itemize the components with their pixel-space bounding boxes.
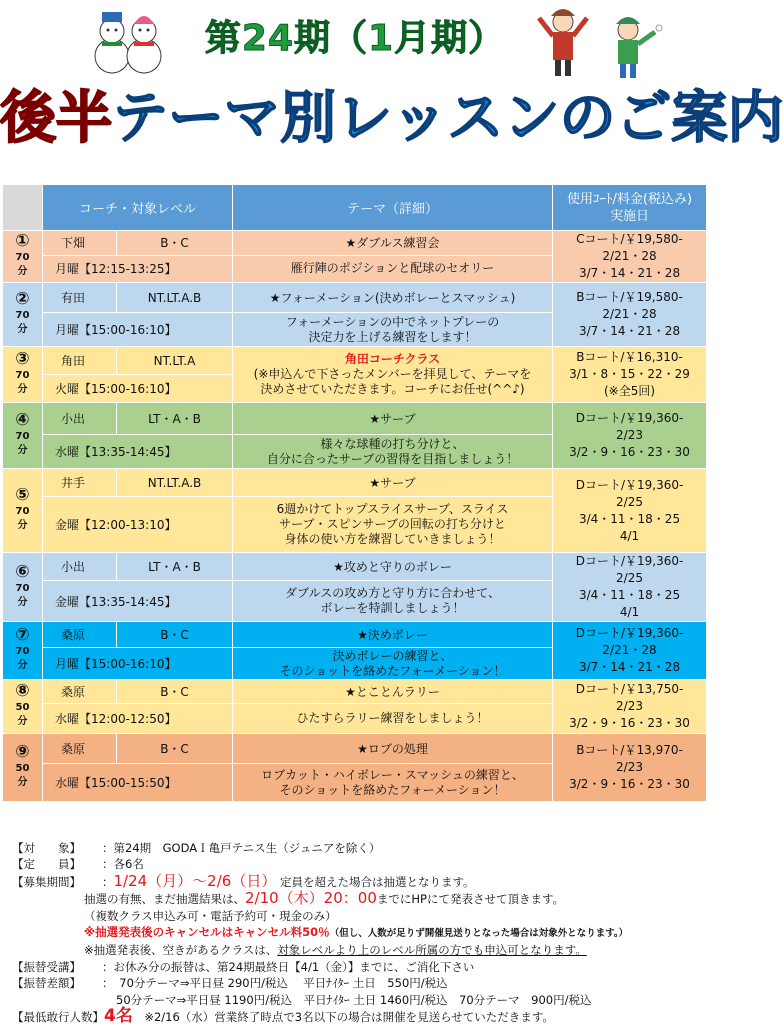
theme-title: ★決めボレー	[233, 622, 553, 648]
court-line: 3/2・9・16・23・30	[569, 716, 690, 730]
info-lottery: 抽選の有無、まだ抽選結果は、2/10（木）20：00までにHPにて発表させて頂きます。	[84, 889, 565, 908]
theme-detail	[233, 313, 553, 347]
lesson-day-time: 金曜【13:35-14:45】	[43, 581, 233, 622]
lesson-row	[3, 622, 707, 648]
court-line: (※全5回)	[603, 384, 656, 398]
court-fee-dates	[553, 734, 707, 802]
info-fee2: 50分テーマ⇒平日昼 1190円/税込 平日ﾅｲﾀｰ 土日 1460円/税込 70分テーマ 900円/税込	[116, 992, 592, 1007]
lesson-table	[2, 184, 707, 802]
target-level: B・C	[117, 622, 233, 648]
theme-detail	[233, 648, 553, 680]
theme-detail-line: そのショットを絡めたフォーメーション！	[279, 663, 506, 678]
court-line: 3/2・9・16・23・30	[569, 777, 690, 791]
theme-detail-line: 6週かけてトップスライスサーブ、スライス	[276, 502, 509, 516]
theme-detail-line: (※申込んで下さったメンバーを拝見して、テーマを	[253, 367, 532, 381]
lesson-day-time: 火曜【15:00-16:10】	[43, 375, 233, 403]
theme-title: ★サーブ	[233, 469, 553, 497]
theme-detail-line: ボレーを特訓しましょう！	[320, 601, 465, 616]
main-title-blue: テーマ別レッスンのご案内	[112, 86, 783, 151]
target-level: NT.LT.A.B	[117, 469, 233, 497]
coach-name: 桑原	[43, 734, 117, 764]
coach-name: 桑原	[43, 622, 117, 648]
table-header-row	[3, 185, 707, 231]
court-line: Bコート/￥13,970-	[576, 743, 683, 757]
info-cancel: ※抽選発表後のキャンセルはキャンセル料50％（但し、人数が足りず開催見送りとなった場合は対象外となります。）	[84, 925, 629, 940]
lesson-number: ⑧ 50 分	[3, 680, 43, 734]
court-fee-dates	[553, 622, 707, 680]
kids-illustration	[533, 2, 663, 82]
theme-special: 角田コーチクラス	[344, 352, 441, 366]
lesson-number: ⑨ 50 分	[3, 734, 43, 802]
court-fee-dates	[553, 403, 707, 469]
info-transfer: 【振替受講】 ：お休み分の振替は、第24期最終日【4/1（金）】までに、ご消化下さい	[12, 959, 475, 974]
coach-name: 井手	[43, 469, 117, 497]
court-line: 2/21・28	[602, 307, 657, 321]
theme-detail-line: そのショットを絡めたフォーメーション！	[279, 782, 506, 797]
theme-title: ★ロブの処理	[233, 734, 553, 764]
target-level: LT・A・B	[117, 553, 233, 581]
target-level: B・C	[117, 734, 233, 764]
info-period: 【募集期間】 ：1/24（月）～2/6（日） 定員を超えた場合は抽選となります。	[12, 871, 475, 890]
court-line: Cコート/￥19,580-	[576, 232, 683, 246]
theme-detail-line: ロブカット・ハイボレー・スマッシュの練習と、	[261, 767, 524, 782]
theme-detail	[233, 347, 553, 403]
court-line: Dコート/￥19,360-	[575, 477, 684, 492]
target-level: NT.LT.A	[117, 347, 233, 375]
court-fee-dates	[553, 469, 707, 553]
court-line: 2/21・28	[602, 249, 657, 263]
lesson-number: ④ 70 分	[3, 403, 43, 469]
target-level: B・C	[117, 231, 233, 256]
lottery-date: 2/10（木）20：00	[245, 889, 377, 908]
coach-name: 下畑	[43, 231, 117, 256]
info-target: 【対 象】 ：第24期 GODAＩ亀戸テニス生（ジュニアを除く）	[12, 841, 381, 855]
theme-detail	[233, 581, 553, 622]
info-fee: 【振替差額】 ： 70分テーマ⇒平日昼 290円/税込 平日ﾅｲﾀｰ 土日 550円/税込	[12, 976, 448, 991]
court-line: 2/23	[616, 428, 643, 442]
coach-name: 角田	[43, 347, 117, 375]
info-multi: （複数クラス申込み可・電話予約可・現金のみ）	[84, 908, 337, 923]
theme-title: ★ダブルス練習会	[233, 231, 553, 256]
court-line: 4/1	[619, 528, 640, 543]
main-title	[0, 84, 783, 154]
theme-detail-line: 様々な球種の打ち分けと、	[320, 436, 465, 451]
court-line: Dコート/￥19,360-	[575, 554, 684, 568]
court-line: 3/7・14・21・28	[578, 266, 681, 280]
court-fee-dates	[553, 283, 707, 347]
header-court-line1: 使用ｺｰﾄ/料金(税込み)	[567, 191, 693, 207]
header-coach-level: コーチ・対象レベル	[43, 185, 233, 231]
target-level: NT.LT.A.B	[117, 283, 233, 313]
theme-detail	[233, 435, 553, 469]
theme-title: ★とことんラリー	[233, 680, 553, 704]
theme-title: ★サーブ	[233, 403, 553, 435]
lesson-day-time: 水曜【13:35-14:45】	[43, 435, 233, 469]
court-line: 3/1・8・15・22・29	[569, 367, 690, 381]
theme-detail-line: ひたすらラリー練習をしましょう！	[296, 711, 489, 725]
lesson-rows	[3, 231, 707, 802]
page-header	[0, 0, 783, 180]
theme-title: ★攻めと守りのボレー	[233, 553, 553, 581]
lesson-row	[3, 469, 707, 497]
theme-detail-line: 決めさせていただきます。コーチにお任せ(^^♪)	[260, 382, 525, 396]
court-line: Dコート/￥13,750-	[575, 682, 684, 696]
period-value: 1/24（月）～2/6（日）	[113, 871, 277, 890]
minimum-value: 4名	[104, 1006, 133, 1026]
court-line: 2/23	[616, 760, 643, 774]
court-line: 3/4・11・18・25	[578, 511, 681, 526]
lesson-row	[3, 734, 707, 764]
coach-name: 小出	[43, 553, 117, 581]
main-title-red: 後半	[0, 86, 112, 151]
lesson-day-time: 月曜【15:00-16:10】	[43, 648, 233, 680]
lesson-row	[3, 403, 707, 435]
lesson-day-time: 月曜【12:15-13:25】	[43, 255, 233, 282]
court-line: 2/25	[616, 494, 643, 509]
theme-detail-line: 決定力を上げる練習をします！	[308, 329, 477, 344]
court-line: 3/2・9・16・23・30	[569, 445, 690, 459]
court-line: 3/4・11・18・25	[578, 588, 681, 602]
court-line: 2/23	[616, 699, 643, 713]
coach-name: 有田	[43, 283, 117, 313]
lesson-number: ⑤ 70 分	[3, 469, 43, 553]
header-court	[553, 185, 707, 231]
theme-detail-line: サーブ・スピンサーブの回転の打ち分けと	[279, 517, 506, 531]
info-minimum: 【最低敢行人数】4名 ※2/16（水）営業終了時点で3名以下の場合は開催を見送らせていただきます。	[12, 1006, 554, 1026]
theme-detail-line: 身体の使い方を練習していきましょう！	[284, 532, 501, 546]
coach-name: 桑原	[43, 680, 117, 704]
info-section	[12, 840, 702, 1025]
court-fee-dates	[553, 231, 707, 283]
lesson-day-time: 水曜【15:00-15:50】	[43, 764, 233, 802]
snowman-illustration	[92, 6, 164, 78]
info-capacity: 【定 員】 ：各6名	[12, 857, 144, 872]
theme-detail-line: 雁行陣のポジションと配球のセオリー	[290, 261, 495, 276]
lesson-number: ② 70 分	[3, 283, 43, 347]
lesson-row	[3, 283, 707, 313]
lesson-number: ③ 70 分	[3, 347, 43, 403]
court-line: 3/7・14・21・28	[578, 324, 681, 338]
theme-detail	[233, 255, 553, 282]
info-after: ※抽選発表後、空きがあるクラスは、対象レベルより上のレベル所属の方でも申込可となります。	[84, 943, 587, 958]
theme-title: ★フォーメーション(決めボレーとスマッシュ)	[233, 283, 553, 313]
lesson-row	[3, 680, 707, 704]
target-level: LT・A・B	[117, 403, 233, 435]
theme-detail-line: 決めボレーの練習と、	[332, 648, 453, 663]
lesson-row	[3, 553, 707, 581]
court-fee-dates	[553, 347, 707, 403]
lesson-day-time: 金曜【12:00-13:10】	[43, 497, 233, 553]
theme-detail	[233, 704, 553, 734]
court-line: Dコート/￥19,360-	[575, 411, 684, 425]
lesson-day-time: 水曜【12:00-12:50】	[43, 704, 233, 734]
court-line: 2/25	[616, 571, 643, 585]
lesson-number: ⑦ 70 分	[3, 622, 43, 680]
lesson-number: ① 70 分	[3, 231, 43, 283]
theme-detail-line: 自分に合ったサーブの習得を目指しましょう！	[266, 451, 519, 466]
court-fee-dates	[553, 680, 707, 734]
court-line: Bコート/￥19,580-	[576, 290, 683, 304]
header-blank	[3, 185, 43, 231]
lesson-day-time: 月曜【15:00-16:10】	[43, 313, 233, 347]
court-line: 2/21・28	[602, 643, 657, 657]
target-level: B・C	[117, 680, 233, 704]
court-fee-dates	[553, 553, 707, 622]
header-theme: テーマ（詳細）	[233, 185, 553, 231]
court-line: 3/7・14・21・28	[578, 660, 681, 674]
theme-detail	[233, 764, 553, 802]
court-line: 4/1	[619, 605, 640, 619]
lesson-number: ⑥ 70 分	[3, 553, 43, 622]
lesson-row	[3, 231, 707, 256]
theme-detail	[233, 497, 553, 553]
header-court-line2: 実施日	[610, 208, 650, 224]
theme-detail-line: フォーメーションの中でネットプレーの	[285, 314, 500, 329]
court-line: Dコート/￥19,360-	[575, 626, 684, 640]
court-line: Bコート/￥16,310-	[576, 350, 683, 364]
theme-detail-line: ダブルスの攻め方と守り方に合わせて、	[285, 586, 500, 601]
coach-name: 小出	[43, 403, 117, 435]
term-title: 第24期（1月期）	[204, 18, 506, 59]
lesson-row	[3, 347, 707, 375]
